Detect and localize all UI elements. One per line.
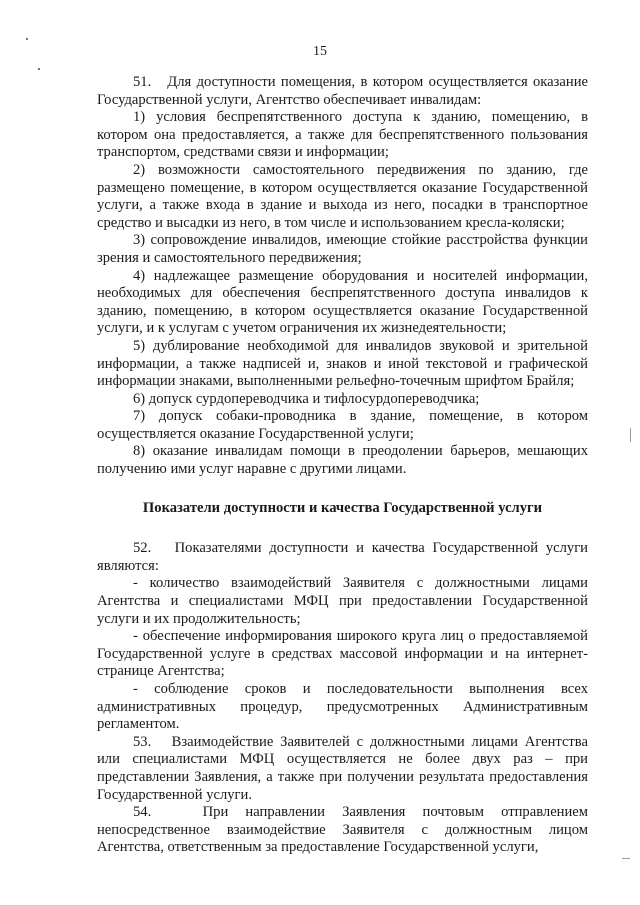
page-number: 15 xyxy=(313,44,327,59)
document-body xyxy=(97,74,588,857)
paragraph-54: 54. При направлении Заявления почтовым отправлением непосредственное взаимодействие Заявителя с должностным лицом Агентства, ответственным за предоставление Государственной услуги, xyxy=(97,804,588,856)
paragraph-51: 51. Для доступности помещения, в котором осуществляется оказание Государственной услуги, Агентство обеспечивает инвалидам: xyxy=(97,74,588,108)
paragraph-item-5: 5) дублирование необходимой для инвалидов звуковой и зрительной информации, а также надписей и, знаков и иной текстовой и графической информации знаками, выполненными рельефно-точечным шрифтом Брайля; xyxy=(97,337,588,390)
section-heading: Показатели доступности и качества Государственной услуги xyxy=(142,499,543,516)
scan-speck xyxy=(26,38,28,40)
paragraph-item-7: 7) допуск собаки-проводника в здание, помещение, в котором осуществляется оказание Государственной услуги; xyxy=(97,408,588,442)
scan-mark xyxy=(622,858,630,859)
paragraph-52: 52. Показателями доступности и качества Государственной услуги являются: xyxy=(97,540,588,574)
scan-speck xyxy=(38,68,40,70)
paragraph-item-2: 2) возможности самостоятельного передвижения по зданию, где размещено помещение, в котором осуществляется оказание Государственной услуги, а также входа в здание и выхода из него, посадки в транспортное средство и высадки из него, в том числе и использованием кресла-коляски; xyxy=(97,161,588,231)
paragraph-item-8: 8) оказание инвалидам помощи в преодолении барьеров, мешающих получению ими услуг наравне с другими лицами. xyxy=(97,443,588,478)
paragraph-52-item-1: - количество взаимодействий Заявителя с должностными лицами Агентства и специалистами МФЦ при предоставлении Государственной услуги и их продолжительность; xyxy=(97,575,588,627)
paragraph-item-1: 1) условия беспрепятственного доступа к зданию, помещению, в котором она предоставляется, а также для беспрепятственного пользования транспортом, средствами связи и информации; xyxy=(97,109,588,161)
paragraph-item-4: 4) надлежащее размещение оборудования и носителей информации, необходимых для обеспечения беспрепятственного доступа инвалидов к зданию, помещению, в котором осуществляется оказание Государственной услуги, и к услугам с учетом ограничения их жизнедеятельности; xyxy=(97,267,588,337)
paragraph-52-item-3: - соблюдение сроков и последовательности выполнения всех административных процедур, предусмотренных Административным регламентом. xyxy=(97,681,588,733)
paragraph-52-item-2: - обеспечение информирования широкого круга лиц о предоставляемой Государственной услуге в средствах массовой информации и на интернет-странице Агентства; xyxy=(97,628,588,680)
paragraph-item-6: 6) допуск сурдопереводчика и тифлосурдопереводчика; xyxy=(133,390,480,407)
paragraph-53: 53. Взаимодействие Заявителей с должностными лицами Агентства или специалистами МФЦ осуществляется не более двух раз – при представлении Заявления, а также при получении результата предоставления Государственной услуги. xyxy=(97,733,588,803)
paragraph-item-3: 3) сопровождение инвалидов, имеющие стойкие расстройства функции зрения и самостоятельного передвижения; xyxy=(97,232,588,266)
scan-mark xyxy=(630,428,631,442)
